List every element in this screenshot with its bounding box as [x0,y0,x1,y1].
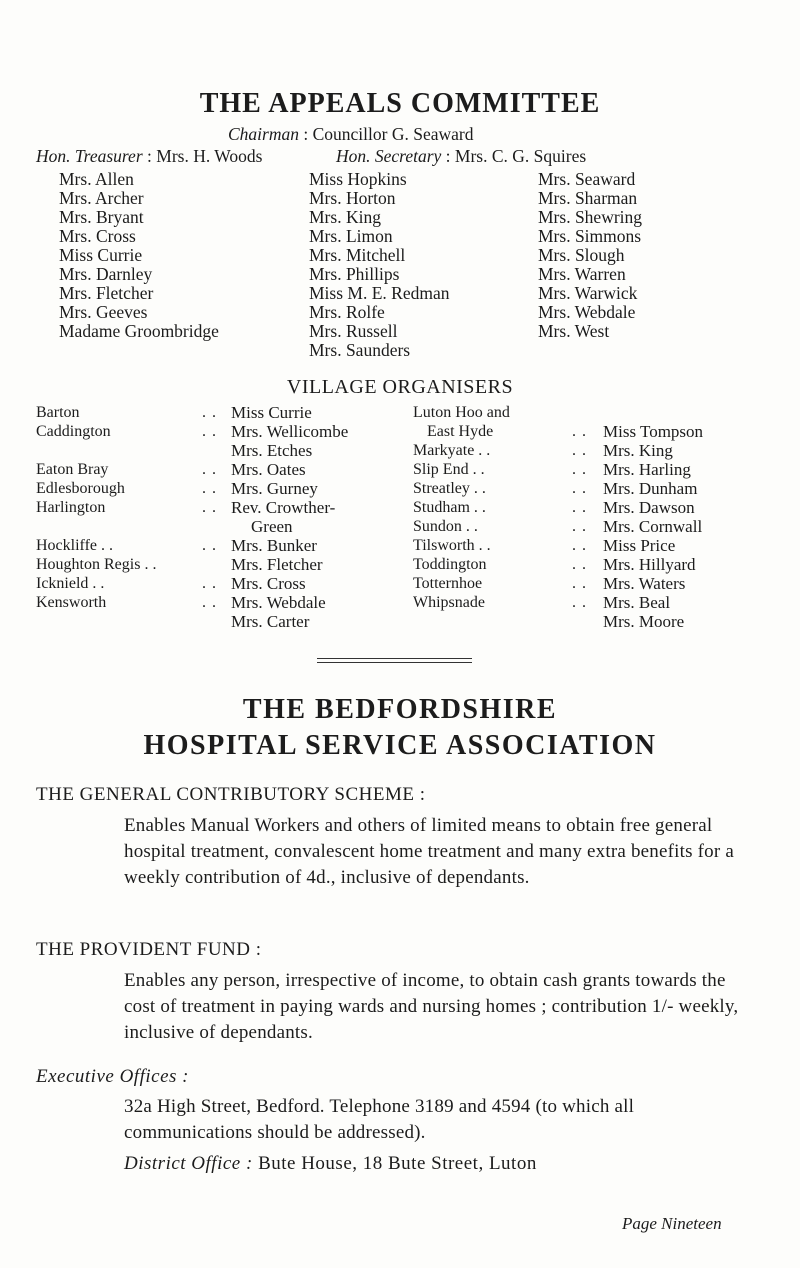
member: Mrs. Seaward [538,169,636,189]
treasurer-line [36,146,262,166]
leader-dots: . . [202,499,217,516]
village-place: Luton Hoo and [413,404,510,421]
organiser: Mrs. Carter [231,612,310,631]
organiser: Rev. Crowther- [231,498,336,517]
village-place [36,517,156,536]
leader-dots: . . [572,537,587,554]
leader-dots: . . [202,480,217,497]
secretary-line [336,146,586,166]
village-place: Whipsnade [413,594,485,611]
leader-dots: . . [572,480,587,497]
organiser: Mrs. Wellicombe [231,422,349,441]
member: Mrs. Archer [59,188,144,208]
village-place: Harlington [36,499,106,516]
chairman-label: Chairman [228,124,299,144]
organiser: Miss Tompson [603,422,704,441]
leader-dots: . . [202,423,217,440]
member: Mrs. Horton [309,188,396,208]
leader-dots: . . [572,442,587,459]
village-place: Toddington [413,556,487,573]
village-right-dots [572,403,587,612]
chairman-name: : Councillor G. Seaward [303,124,474,144]
divider-rule [317,662,472,663]
leader-dots [202,555,217,574]
village-place: Kensworth [36,594,107,611]
secretary-name: : Mrs. C. G. Squires [445,146,587,166]
village-place: East Hyde [427,423,494,440]
village-place: Tilsworth . . [413,537,491,554]
leader-dots: . . [572,518,587,535]
member: Mrs. Warwick [538,283,638,303]
treasurer-label: Hon. Treasurer [36,146,143,166]
village-place: Houghton Regis . . [36,556,157,573]
organiser: Mrs. Hillyard [603,555,696,574]
member: Mrs. Phillips [309,264,400,284]
chairman-line [228,124,473,144]
organiser: Mrs. Waters [603,574,686,593]
leader-dots [202,441,217,460]
organiser: Mrs. Bunker [231,536,317,555]
member: Mrs. West [538,321,610,341]
association-title-line1: THE BEDFORDSHIRE [242,694,558,725]
divider-rule [317,658,472,659]
organiser: Mrs. Cross [231,574,306,593]
leader-dots: . . [572,461,587,478]
member: Mrs. Slough [538,245,625,265]
appeals-members-col1 [59,170,219,341]
village-place: Studham . . [413,499,486,516]
member: Mrs. Russell [309,321,398,341]
member: Mrs. Bryant [59,207,144,227]
member: Miss Currie [59,245,143,265]
organiser: Mrs. Fletcher [231,555,323,574]
offices-text: 32a High Street, Bedford. Telephone 3189 and 4594 (to which all communications should be addressed). [124,1096,635,1143]
leader-dots: . . [202,594,217,611]
organiser: Mrs. King [603,441,673,460]
village-place: Markyate . . [413,442,491,459]
appeals-title: THE APPEALS COMMITTEE [199,88,601,119]
village-place: Edlesborough [36,480,125,497]
village-place: Totternhoe [413,575,483,592]
member: Mrs. Shewring [538,207,643,227]
leader-dots: . . [572,575,587,592]
organiser: Mrs. Moore [603,612,685,631]
association-title-line2: HOSPITAL SERVICE ASSOCIATION [143,730,657,761]
organiser: Mrs. Dunham [603,479,698,498]
treasurer-name: : Mrs. H. Woods [147,146,263,166]
member: Mrs. Fletcher [59,283,154,303]
member: Mrs. Limon [309,226,393,246]
member: Miss M. E. Redman [309,283,450,303]
district-line [124,1153,537,1175]
member: Mrs. Rolfe [309,302,385,322]
leader-dots: . . [572,423,587,440]
member: Mrs. Mitchell [309,245,406,265]
leader-dots [572,403,587,422]
village-place: Hockliffe . . [36,537,114,554]
village-place [36,441,156,460]
organiser: Mrs. Webdale [231,593,326,612]
organiser: Mrs. Cornwall [603,517,703,536]
leader-dots: . . [202,537,217,554]
leader-dots: . . [202,404,217,421]
village-place: Caddington [36,423,111,440]
leader-dots: . . [572,594,587,611]
member: Madame Groombridge [59,321,219,341]
member: Mrs. Allen [59,169,134,189]
organiser [603,403,703,422]
organiser: Miss Price [603,536,676,555]
village-place: Slip End . . [413,461,485,478]
village-left-dots [202,403,217,612]
leader-dots: . . [202,461,217,478]
member: Mrs. King [309,207,381,227]
village-place: Icknield . . [36,575,105,592]
appeals-members-col3 [538,170,642,341]
member: Mrs. Geeves [59,302,148,322]
member: Miss Hopkins [309,169,407,189]
member: Mrs. Cross [59,226,136,246]
leader-dots: . . [572,556,587,573]
organiser: Mrs. Harling [603,460,691,479]
member: Mrs. Saunders [309,340,411,360]
village-left-places [36,403,156,612]
appeals-members-col2 [309,170,450,360]
village-title: VILLAGE ORGANISERS [286,376,514,398]
secretary-label: Hon. Secretary [336,146,442,166]
fund-text: Enables any person, irrespective of income, to obtain cash grants towards the cost of treatment in paying wards and nursing homes ; contribution 1/- weekly, inclusive of dependants. [124,970,739,1043]
member: Mrs. Darnley [59,264,153,284]
member: Mrs. Simmons [538,226,642,246]
member: Mrs. Webdale [538,302,636,322]
organiser: Mrs. Gurney [231,479,318,498]
village-place: Streatley . . [413,480,486,497]
district-text: Bute House, 18 Bute Street, Luton [258,1153,537,1174]
village-place: Barton [36,404,80,421]
leader-dots: . . [572,499,587,516]
organiser: Mrs. Beal [603,593,671,612]
page-number: Page Nineteen [622,1214,722,1233]
organiser: Green [251,517,293,536]
village-place: Sundon . . [413,518,478,535]
member: Mrs. Warren [538,264,626,284]
scheme-heading: THE GENERAL CONTRIBUTORY SCHEME : [36,784,426,805]
organiser: Miss Currie [231,403,312,422]
member: Mrs. Sharman [538,188,638,208]
leader-dots [202,517,217,536]
village-place: Eaton Bray [36,461,109,478]
organiser: Mrs. Etches [231,441,313,460]
offices-heading: Executive Offices : [36,1066,189,1087]
district-label: District Office : [124,1153,253,1174]
scheme-text: Enables Manual Workers and others of limited means to obtain free general hospital treatment, convalescent home treatment and many extra benefits for a weekly contribution of 4d., inclusive of dependants. [124,815,734,888]
fund-heading: THE PROVIDENT FUND : [36,939,262,960]
village-right-names [603,403,703,631]
organiser: Mrs. Oates [231,460,306,479]
organiser: Mrs. Dawson [603,498,695,517]
leader-dots: . . [202,575,217,592]
village-left-names [231,403,348,631]
village-right-places [413,403,510,612]
